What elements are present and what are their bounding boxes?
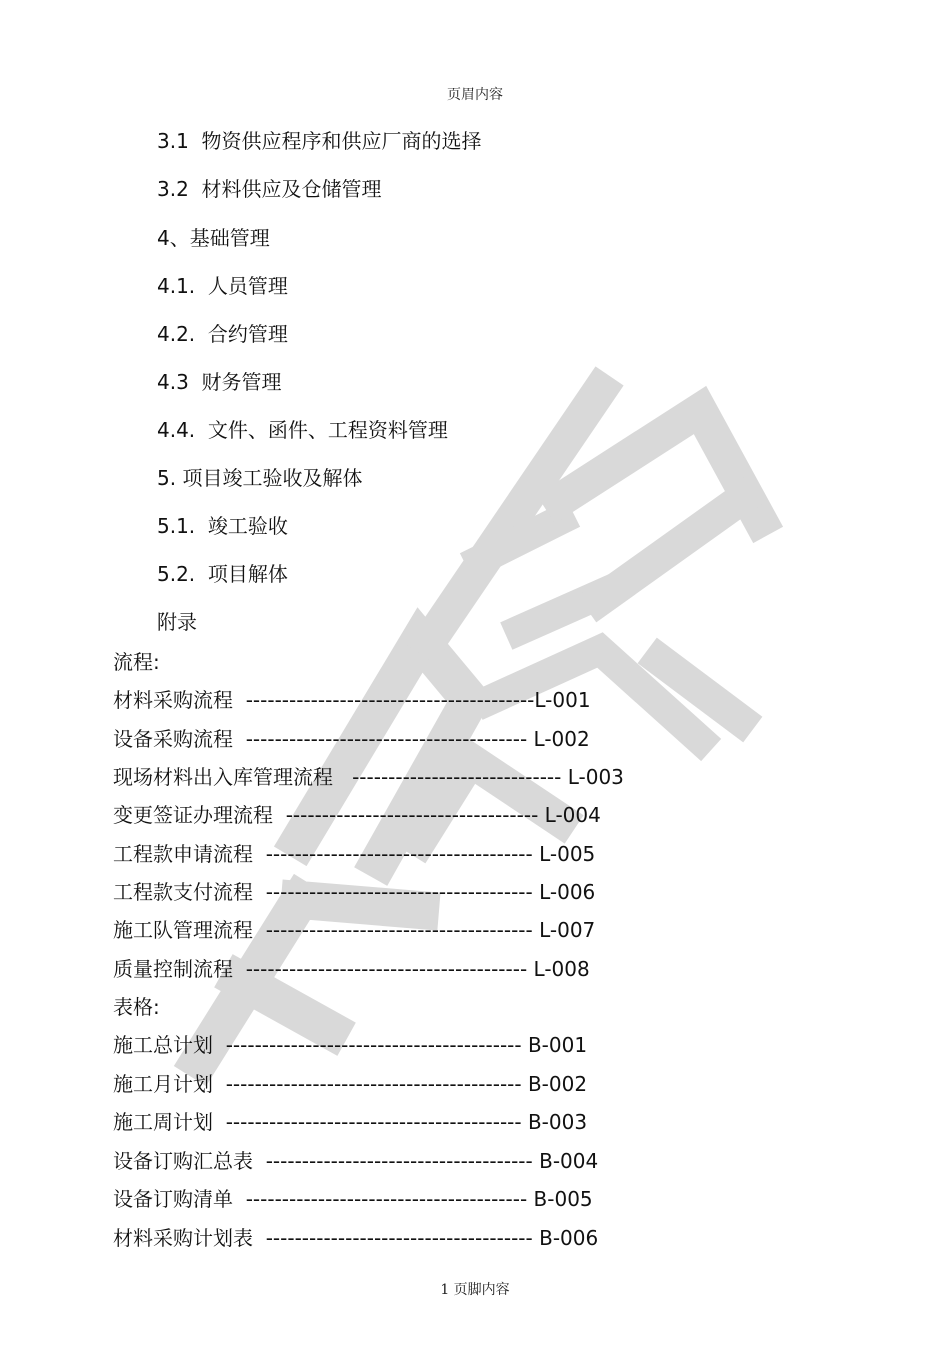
toc-item: 5.2. 项目解体 — [157, 562, 288, 586]
toc-item: 4.1. 人员管理 — [157, 274, 288, 298]
toc-item: 5.1. 竣工验收 — [157, 514, 288, 538]
toc-item: 3.1 物资供应程序和供应厂商的选择 — [157, 129, 482, 153]
process-entry: 施工队管理流程 ------------------------------------- L-007 — [113, 918, 596, 942]
process-entry: 材料采购流程 ----------------------------------------L-001 — [113, 688, 591, 712]
process-entry: 工程款支付流程 ------------------------------------- L-006 — [113, 880, 596, 904]
toc-item: 5. 项目竣工验收及解体 — [157, 466, 363, 490]
table-entry: 施工总计划 ----------------------------------------- B-001 — [113, 1033, 588, 1057]
appendix-label: 附录 — [157, 610, 197, 634]
table-entry: 设备订购汇总表 ------------------------------------- B-004 — [113, 1149, 599, 1173]
process-entry: 工程款申请流程 ------------------------------------- L-005 — [113, 842, 596, 866]
toc-item: 3.2 材料供应及仓储管理 — [157, 177, 382, 201]
table-entry: 材料采购计划表 ------------------------------------- B-006 — [113, 1226, 599, 1250]
process-entry: 现场材料出入库管理流程 ----------------------------- L-003 — [113, 765, 624, 789]
process-heading: 流程: — [113, 650, 160, 674]
table-entry: 施工月计划 ----------------------------------------- B-002 — [113, 1072, 588, 1096]
table-entry: 设备订购清单 --------------------------------------- B-005 — [113, 1187, 593, 1211]
toc-item: 4.3 财务管理 — [157, 370, 282, 394]
table-entry: 施工周计划 ----------------------------------------- B-003 — [113, 1110, 588, 1134]
page-footer: 1 页脚内容 — [440, 1282, 510, 1298]
toc-item: 4、基础管理 — [157, 226, 270, 250]
process-entry: 设备采购流程 --------------------------------------- L-002 — [113, 727, 590, 751]
page-header: 页眉内容 — [447, 87, 503, 103]
table-heading: 表格: — [113, 995, 160, 1019]
process-entry: 变更签证办理流程 ----------------------------------- L-004 — [113, 803, 601, 827]
toc-item: 4.4. 文件、函件、工程资料管理 — [157, 418, 448, 442]
process-entry: 质量控制流程 --------------------------------------- L-008 — [113, 957, 590, 981]
toc-item: 4.2. 合约管理 — [157, 322, 288, 346]
